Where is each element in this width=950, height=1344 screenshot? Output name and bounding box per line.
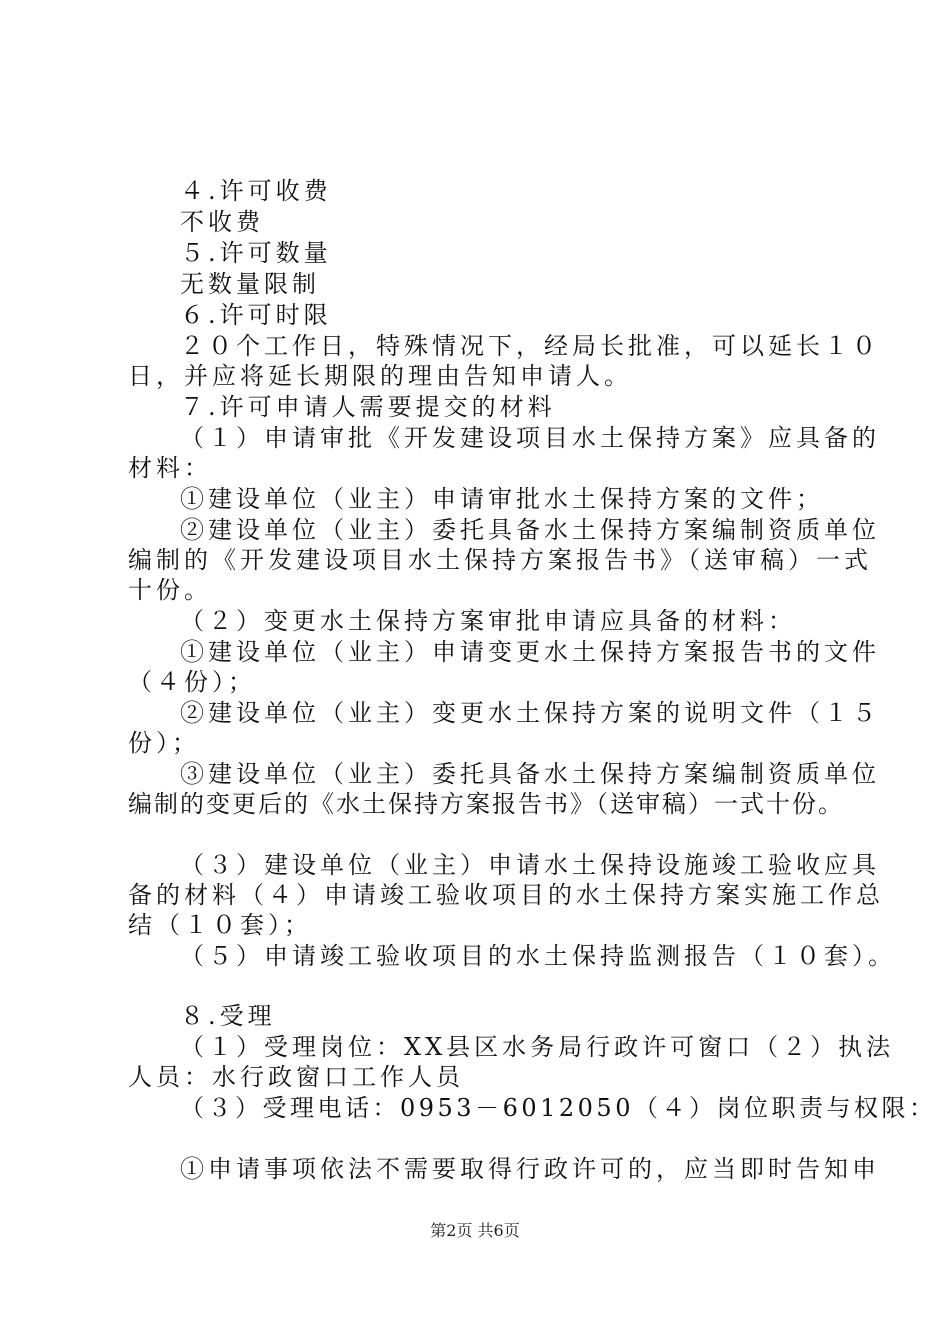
- paragraph-line: （１）申请审批《开发建设项目水土保持方案》应具备的: [180, 424, 880, 452]
- heading-acceptance: ８.受理: [180, 1002, 276, 1030]
- paragraph-line: （３）建设单位（业主）申请水土保持设施竣工验收应具: [180, 851, 880, 879]
- paragraph-line: 人员：水行政窗口工作人员: [128, 1063, 464, 1091]
- paragraph-line: 编制的《开发建设项目水土保持方案报告书》（送审稿）一式: [128, 546, 872, 574]
- list-item: ②建设单位（业主）委托具备水土保持方案编制资质单位: [180, 516, 880, 544]
- paragraph-line: 份）；: [128, 729, 200, 757]
- list-item: ②建设单位（业主）变更水土保持方案的说明文件（１５: [180, 699, 880, 727]
- paragraph-line: 十份。: [128, 576, 212, 604]
- text-fee: 不收费: [180, 208, 264, 236]
- paragraph-line: ２０个工作日，特殊情况下，经局长批准，可以延长１０: [180, 332, 880, 360]
- paragraph-line: （２）变更水土保持方案审批申请应具备的材料：: [180, 607, 796, 635]
- page-number-footer: 第2页 共6页: [430, 1221, 520, 1240]
- paragraph-line: 材料：: [128, 454, 212, 482]
- list-item: ①建设单位（业主）申请审批水土保持方案的文件；: [180, 485, 824, 513]
- list-item: ①申请事项依法不需要取得行政许可的，应当即时告知申: [180, 1155, 880, 1183]
- paragraph-line: 结（１０套）；: [128, 911, 312, 939]
- heading-materials: ７.许可申请人需要提交的材料: [180, 393, 556, 421]
- list-item: ①建设单位（业主）申请变更水土保持方案报告书的文件: [180, 638, 880, 666]
- paragraph-line: （５）申请竣工验收项目的水土保持监测报告（１０套）。: [180, 942, 896, 970]
- heading-time-limit: ６.许可时限: [180, 301, 332, 329]
- paragraph-line: （３）受理电话：0953－6012050（４）岗位职责与权限：: [180, 1094, 937, 1122]
- text-quantity: 无数量限制: [180, 270, 320, 298]
- heading-fee: ４.许可收费: [180, 177, 332, 205]
- paragraph-line: 编制的变更后的《水土保持方案报告书》（送审稿）一式十份。: [128, 790, 844, 818]
- paragraph-line: 日，并应将延长期限的理由告知申请人。: [128, 362, 632, 390]
- list-item: ③建设单位（业主）委托具备水土保持方案编制资质单位: [180, 760, 880, 788]
- paragraph-line: （１）受理岗位：XX县区水务局行政许可窗口（２）执法: [180, 1033, 895, 1061]
- paragraph-line: （４份）；: [128, 668, 256, 696]
- paragraph-line: 备的材料（４）申请竣工验收项目的水土保持方案实施工作总: [128, 881, 884, 909]
- heading-quantity: ５.许可数量: [180, 239, 332, 267]
